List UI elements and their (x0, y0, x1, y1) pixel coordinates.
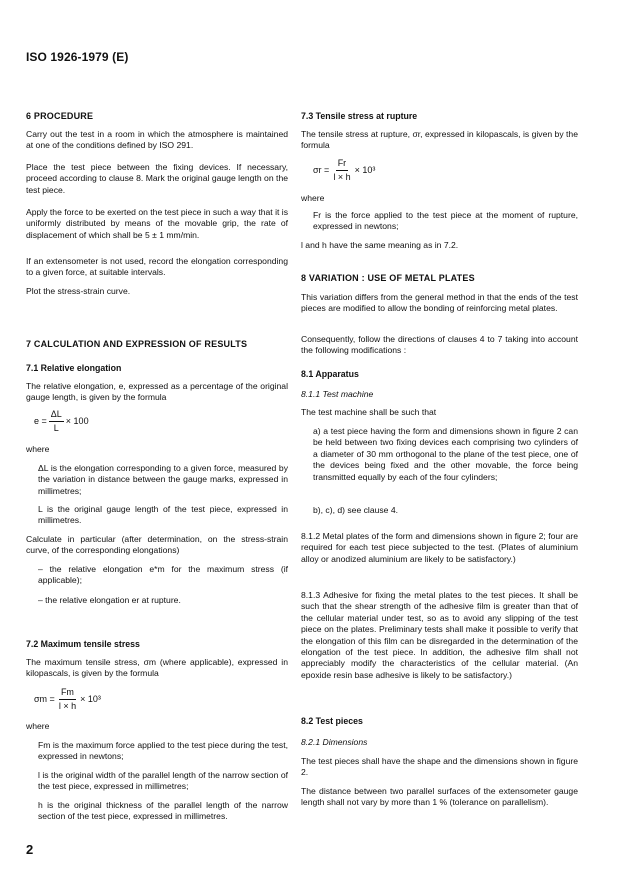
section-7-1-heading: 7.1 Relative elongation (26, 363, 122, 373)
section-8-1-1-heading: 8.1.1 Test machine (301, 389, 374, 399)
section-8-heading: 8 VARIATION : USE OF METAL PLATES (301, 273, 475, 283)
section-7-3-heading: 7.3 Tensile stress at rupture (301, 111, 418, 121)
section-8-2-1-heading: 8.2.1 Dimensions (301, 737, 368, 747)
section-7-2-heading: 7.2 Maximum tensile stress (26, 639, 140, 649)
eq3-denominator: l × h (333, 172, 351, 182)
s8-para-1: This variation differs from the general method in that the ends of the test pieces are modified to allow the bonding of reinforcing metal plates. (301, 292, 578, 314)
formula-relative-elongation (34, 409, 89, 434)
s821-para-1: The test pieces shall have the shape and the dimensions shown in figure 2. (301, 756, 578, 778)
s73-para-1: The tensile stress at rupture, σr, expressed in kilopascals, is given by the formula (301, 129, 578, 151)
eq2-numerator: Fm (59, 687, 76, 700)
definition-fm: Fm is the maximum force applied to the test piece during the test, expressed in newtons; (38, 740, 288, 762)
page-number: 2 (26, 842, 34, 857)
calc-paragraph: Calculate in particular (after determination, on the stress-strain curve, of the corresponding elongations) (26, 534, 288, 556)
section-8-1-heading: 8.1 Apparatus (301, 369, 359, 379)
s811-para: The test machine shall be such that (301, 407, 437, 417)
where-3: where (301, 193, 325, 203)
definition-l-gauge: L is the original gauge length of the test piece, expressed in millimetres. (38, 504, 288, 526)
s812-para: 8.1.2 Metal plates of the form and dimensions shown in figure 2; four are required for each test piece subjected to the test. (Plates of aluminium alloy or anodized aluminium are likely to be satisfactory.) (301, 531, 578, 564)
definition-h: h is the original thickness of the parallel length of the narrow section of the test piece, expressed in millimetres. (38, 800, 288, 822)
eq3-rhs: × 10³ (354, 165, 376, 175)
s811-item-b: b), c), d) see clause 4. (313, 505, 399, 515)
section-7-heading: 7 CALCULATION AND EXPRESSION OF RESULTS (26, 339, 248, 349)
section-8-2-heading: 8.2 Test pieces (301, 716, 363, 726)
where-2: where (26, 721, 50, 731)
document-header: ISO 1926-1979 (E) (26, 50, 129, 64)
eq3-lhs: σr = (313, 165, 330, 175)
formula-tensile-rupture (313, 158, 375, 183)
eq3-fraction (331, 158, 352, 183)
formula-max-tensile-stress (34, 687, 101, 712)
s6-para-3: Apply the force to be exerted on the test piece in such a way that it is uniformly distributed by means of the movable grip, the rate of displacement of which shall be 5 ± 1 mm/min. (26, 207, 288, 240)
definition-fr: Fr is the force applied to the test piece at the moment of rupture, expressed in newtons; (313, 210, 578, 232)
eq3-numerator: Fr (336, 158, 349, 171)
definition-delta-l: ΔL is the elongation corresponding to a given force, measured by the variation in distance between the gauge marks, expressed in millimetres; (38, 463, 288, 496)
where-1: where (26, 444, 50, 454)
eq2-fraction (57, 687, 78, 712)
eq2-lhs: σm = (34, 694, 55, 704)
definition-l-width: l is the original width of the parallel length of the narrow section of the test piece, expressed in millimetres; (38, 770, 288, 792)
eq2-denominator: l × h (58, 701, 77, 711)
eq1-denominator: L (53, 423, 59, 433)
s72-para-1: The maximum tensile stress, σm (where applicable), expressed in kilopascals, is given by the formula (26, 657, 288, 679)
s6-para-2: Place the test piece between the fixing devices. If necessary, proceed according to clause 8. Mark the original gauge length on the test piece. (26, 162, 288, 195)
s6-para-4: If an extensometer is not used, record the elongation corresponding to a given force, at suitable intervals. (26, 256, 288, 278)
s6-para-5: Plot the stress-strain curve. (26, 286, 131, 296)
dash-item-1: – the relative elongation e*m for the maximum stress (if applicable); (38, 564, 288, 586)
eq1-lhs: e = (34, 416, 47, 426)
s8-para-2: Consequently, follow the directions of clauses 4 to 7 taking into account the following modifications : (301, 334, 578, 356)
s73-same-meaning: l and h have the same meaning as in 7.2. (301, 240, 459, 250)
s71-para-1: The relative elongation, e, expressed as a percentage of the original gauge length, is given by the formula (26, 381, 288, 403)
s811-item-a: a) a test piece having the form and dimensions shown in figure 2 can be held between two fixing devices each comprising two cylinders of a diameter of 30 mm orthogonal to the plane of the test piece, one of the devices being fixed and the other movable, the force being transmitted equally by each of the four cylinders; (313, 426, 578, 482)
section-6-heading: 6 PROCEDURE (26, 111, 94, 121)
dash-item-2: – the relative elongation er at rupture. (38, 595, 181, 605)
s813-para: 8.1.3 Adhesive for fixing the metal plates to the test pieces. It shall be such that the shear strength of the adhesive film is greater than that of the cellular material under test, so as to avoid any slipping of the test piece on the plates. Preliminary tests shall make it possible to verify that the elongation of this film can be disregarded in the determination of the elongation of the test piece. In addition, the adhesive film shall not appreciably modify the characteristics of the cellular material. (An epoxide resin base adhesive is likely to be satisfactory.) (301, 590, 578, 680)
s821-para-2: The distance between two parallel surfaces of the extensometer gauge length shall not vary by more than 1 % (tolerance on parallelism). (301, 786, 578, 808)
eq1-rhs: × 100 (65, 416, 89, 426)
s6-para-1: Carry out the test in a room in which the atmosphere is maintained at one of the conditions defined by ISO 291. (26, 129, 288, 151)
eq1-fraction (49, 409, 64, 434)
eq2-rhs: × 10³ (80, 694, 101, 704)
eq1-numerator: ΔL (49, 409, 64, 422)
